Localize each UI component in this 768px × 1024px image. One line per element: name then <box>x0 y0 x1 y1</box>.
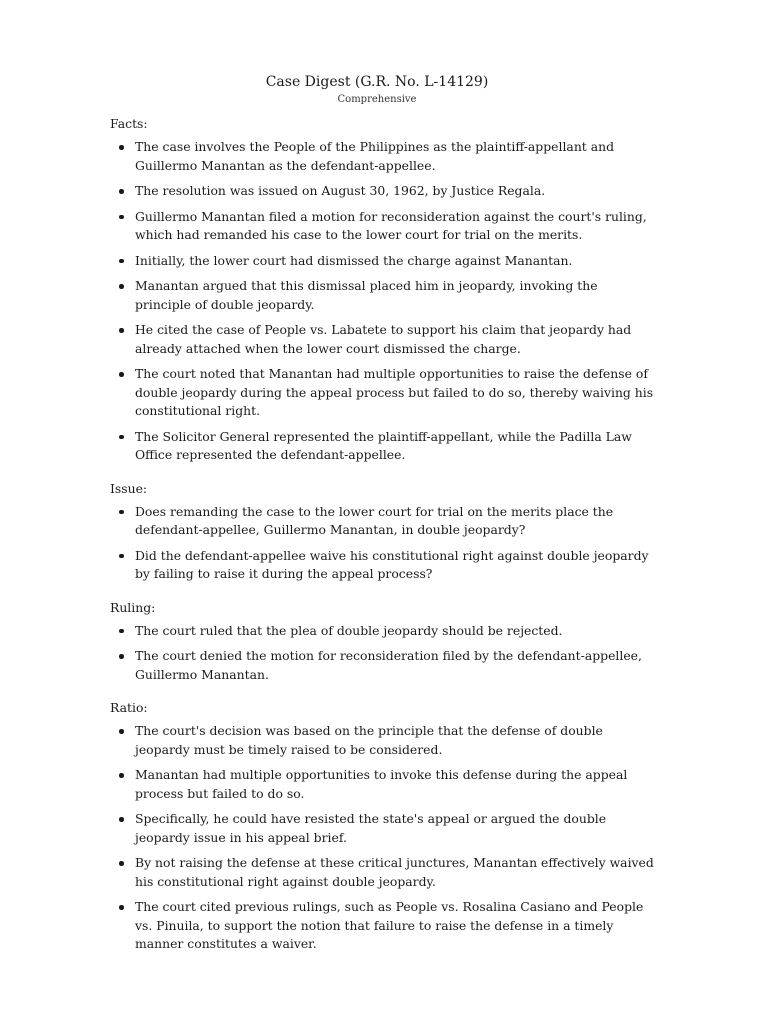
document-title: Case Digest (G.R. No. L-14129) <box>265 74 489 90</box>
ruling-list <box>110 622 655 685</box>
list-item: Does remanding the case to the lower court for trial on the merits place the defendant-appellee, Guillermo Manantan, in double jeopardy? <box>110 503 655 540</box>
facts-section <box>110 115 655 465</box>
ruling-section <box>110 599 655 685</box>
document-subtitle: Comprehensive <box>337 94 417 105</box>
issue-section <box>110 480 655 584</box>
ratio-list <box>110 722 655 954</box>
document-body <box>110 115 655 961</box>
list-item: Initially, the lower court had dismissed the charge against Manantan. <box>110 252 655 271</box>
list-item: Specifically, he could have resisted the state's appeal or argued the double jeopardy issue in his appeal brief. <box>110 810 655 847</box>
list-item: The court denied the motion for reconsideration filed by the defendant-appellee, Guillermo Manantan. <box>110 647 655 684</box>
list-item: The court's decision was based on the principle that the defense of double jeopardy must be timely raised to be considered. <box>110 722 655 759</box>
list-item: Manantan had multiple opportunities to invoke this defense during the appeal process but failed to do so. <box>110 766 655 803</box>
ratio-heading: Ratio: <box>110 700 148 715</box>
list-item: The Solicitor General represented the plaintiff-appellant, while the Padilla Law Office represented the defendant-appellee. <box>110 428 655 465</box>
list-item: The court cited previous rulings, such as People vs. Rosalina Casiano and People vs. Pinuila, to support the notion that failure to raise the defense in a timely manner constitutes a waiver. <box>110 898 655 954</box>
list-item: The court ruled that the plea of double jeopardy should be rejected. <box>110 622 655 641</box>
facts-heading: Facts: <box>110 116 148 131</box>
facts-list <box>110 138 655 465</box>
list-item: Guillermo Manantan filed a motion for reconsideration against the court's ruling, which had remanded his case to the lower court for trial on the merits. <box>110 208 655 245</box>
list-item: The resolution was issued on August 30, 1962, by Justice Regala. <box>110 182 655 201</box>
list-item: The case involves the People of the Philippines as the plaintiff-appellant and Guillermo Manantan as the defendant-appellee. <box>110 138 655 175</box>
ratio-section <box>110 699 655 954</box>
list-item: Did the defendant-appellee waive his constitutional right against double jeopardy by failing to raise it during the appeal process? <box>110 547 655 584</box>
list-item: He cited the case of People vs. Labatete to support his claim that jeopardy had already attached when the lower court dismissed the charge. <box>110 321 655 358</box>
issue-heading: Issue: <box>110 480 148 496</box>
list-item: The court noted that Manantan had multiple opportunities to raise the defense of double jeopardy during the appeal process but failed to do so, thereby waiving his constitutional right. <box>110 365 655 421</box>
list-item: By not raising the defense at these critical junctures, Manantan effectively waived his constitutional right against double jeopardy. <box>110 854 655 891</box>
issue-list <box>110 503 655 584</box>
list-item: Manantan argued that this dismissal placed him in jeopardy, invoking the principle of double jeopardy. <box>110 277 655 314</box>
ruling-heading: Ruling: <box>110 599 156 615</box>
